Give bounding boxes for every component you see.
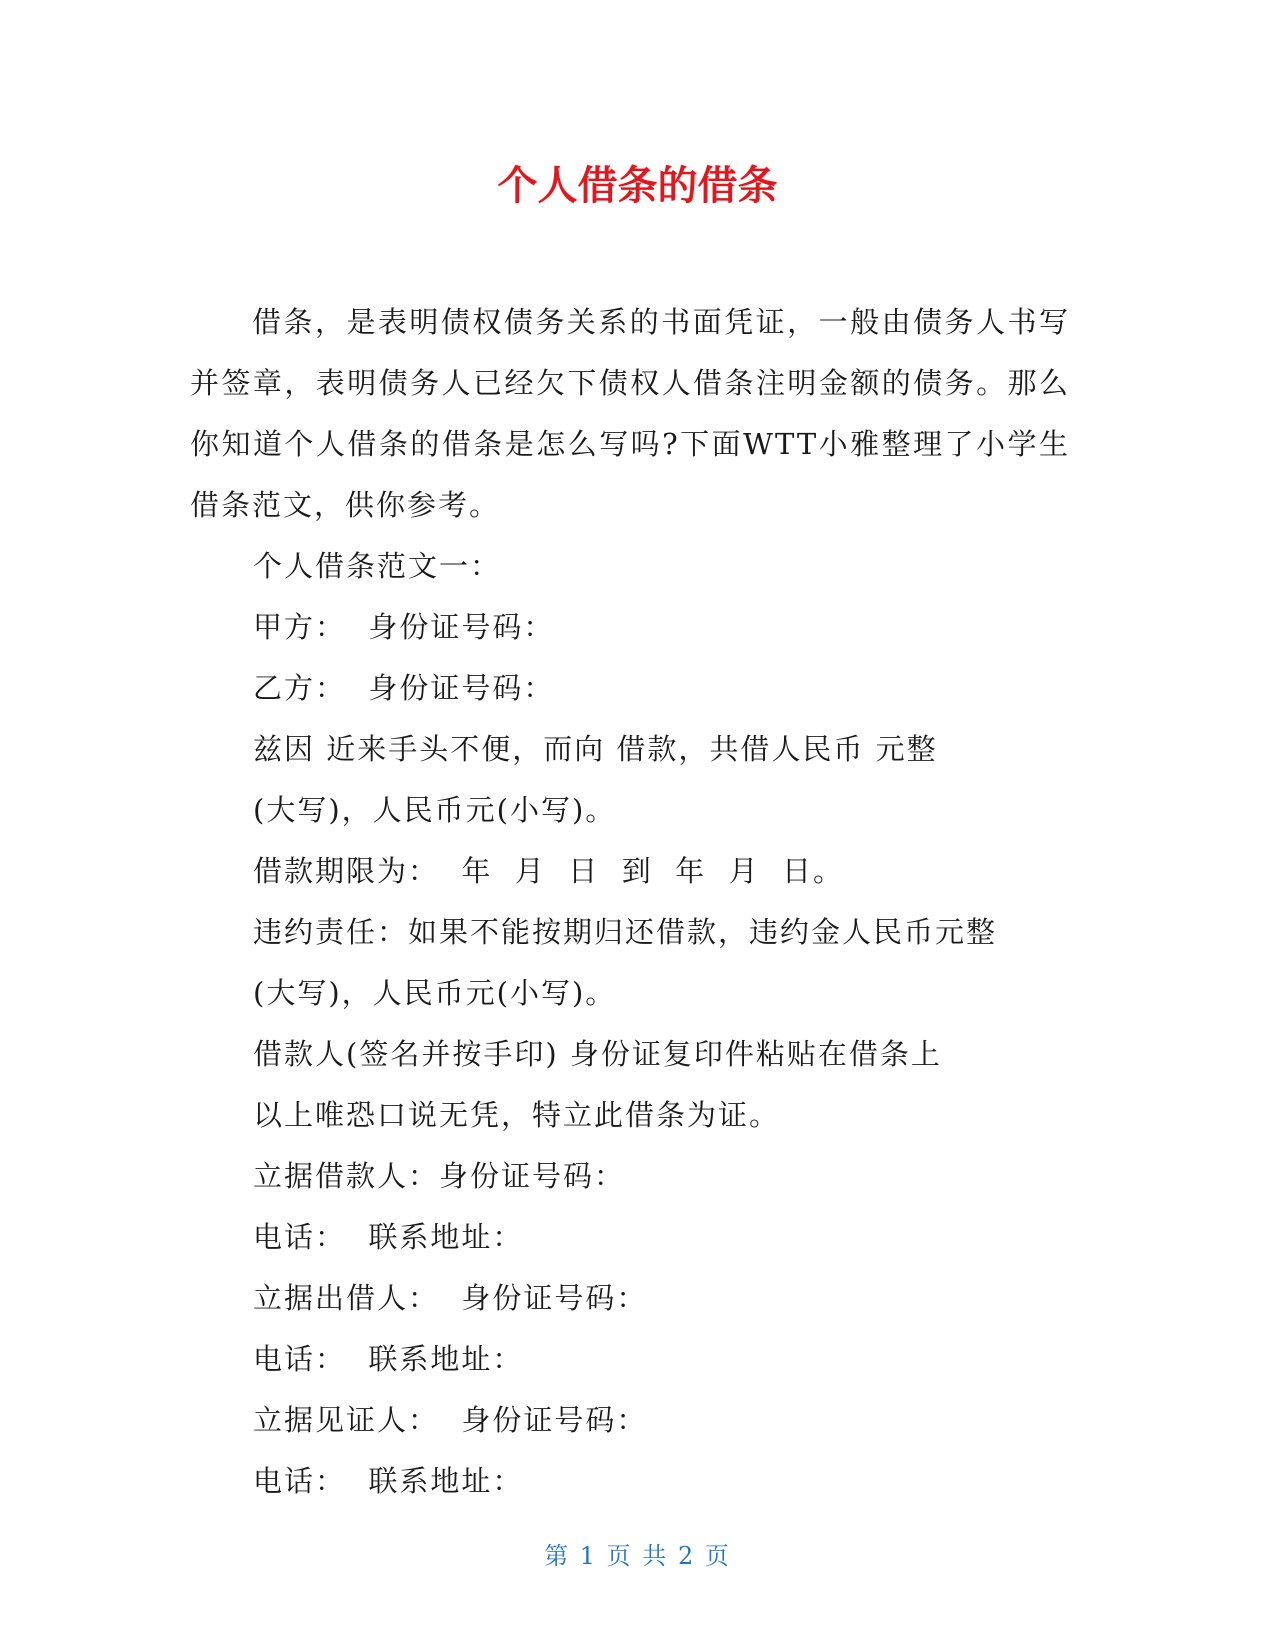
loan-reason-line: 兹因 近来手头不便，而向 借款，共借人民币 元整	[253, 732, 938, 766]
loan-note-template	[253, 536, 1083, 1512]
section-heading: 个人借条范文一：	[253, 549, 502, 583]
lender-id-line: 立据出借人： 身份证号码：	[253, 1281, 648, 1315]
party-b-line: 乙方： 身份证号码：	[253, 671, 555, 705]
intro-paragraph: 借条，是表明债权债务关系的书面凭证，一般由债务人书写并签章，表明债务人已经欠下债权人借条注明金额的债务。那么你知道个人借条的借条是怎么写吗?下面WTT小雅整理了小学生借条范文，供你参考。	[190, 305, 1070, 522]
loan-amount-line: (大写)，人民币元(小写)。	[253, 793, 617, 827]
witness-contact-line: 电话： 联系地址：	[253, 1464, 524, 1498]
page-number-footer: 第 1 页 共 2 页	[544, 1542, 731, 1570]
borrower-id-line: 立据借款人：身份证号码：	[253, 1159, 626, 1193]
borrower-contact-line: 电话： 联系地址：	[253, 1220, 524, 1254]
page-title: 个人借条的借条	[497, 163, 778, 209]
attestation-line: 以上唯恐口说无凭，特立此借条为证。	[253, 1098, 781, 1132]
borrower-signature-line: 借款人(签名并按手印) 身份证复印件粘贴在借条上	[253, 1037, 942, 1071]
lender-contact-line: 电话： 联系地址：	[253, 1342, 524, 1376]
witness-id-line: 立据见证人： 身份证号码：	[253, 1403, 648, 1437]
penalty-amount-line: (大写)，人民币元(小写)。	[253, 976, 617, 1010]
loan-period-line: 借款期限为： 年 月 日 到 年 月 日。	[253, 854, 845, 888]
penalty-line: 违约责任：如果不能按期归还借款，违约金人民币元整	[253, 915, 998, 949]
party-a-line: 甲方： 身份证号码：	[253, 610, 555, 644]
